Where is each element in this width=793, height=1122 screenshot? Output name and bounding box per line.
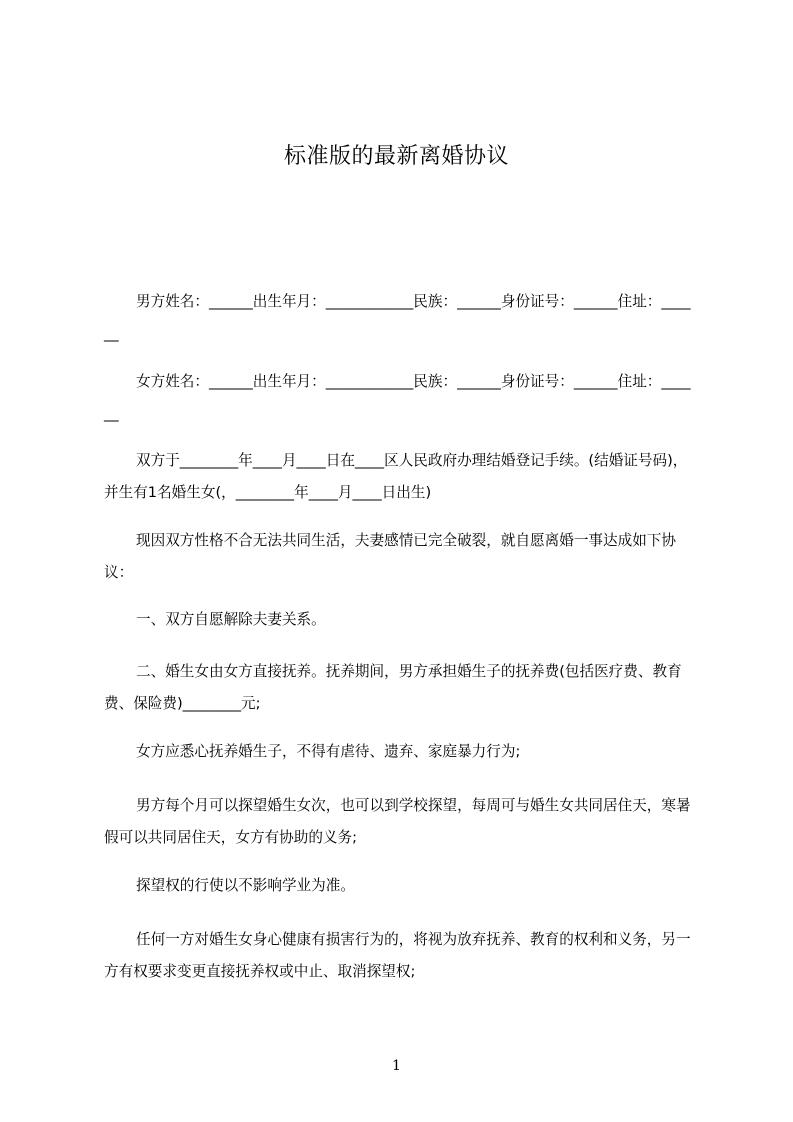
document-title: 标准版的最新离婚协议: [283, 144, 509, 169]
paragraph-male-info: 男方姓名：______出生年月：____________民族：______身份证号：______住址：______: [104, 293, 691, 342]
paragraph-marriage-registration: 双方于________年____月____日在____区人民政府办理结婚登记手续。(结婚证号码)，并生有1名婚生女(，________年____月____日出生): [104, 452, 688, 501]
paragraph-care-obligation: 女方应悉心抚养婚生子，不得有虐待、遗弃、家庭暴力行为;: [136, 743, 521, 760]
paragraph-harm-clause: 任何一方对婚生女身心健康有损害行为的，将视为放弃抚养、教育的权利和义务，另一方有权要求变更直接抚养权或中止、取消探望权;: [104, 931, 691, 980]
paragraph-clause-2: 二、婚生女由女方直接抚养。抚养期间，男方承担婚生子的抚养费(包括医疗费、教育费、保险费)________元;: [104, 663, 682, 712]
paragraph-female-info: 女方姓名：______出生年月：____________民族：______身份证号：______住址：______: [104, 373, 691, 422]
paragraph-visitation-limit: 探望权的行使以不影响学业为准。: [136, 877, 355, 894]
paragraph-reason: 现因双方性格不合无法共同生活，夫妻感情已完全破裂，就自愿离婚一事达成如下协议：: [104, 532, 676, 581]
paragraph-visitation: 男方每个月可以探望婚生女次，也可以到学校探望，每周可与婚生女共同居住天，寒暑假可以共同居住天，女方有协助的义务;: [104, 797, 691, 846]
paragraph-clause-1: 一、双方自愿解除夫妻关系。: [136, 611, 326, 628]
page-number: 1: [392, 1058, 401, 1074]
